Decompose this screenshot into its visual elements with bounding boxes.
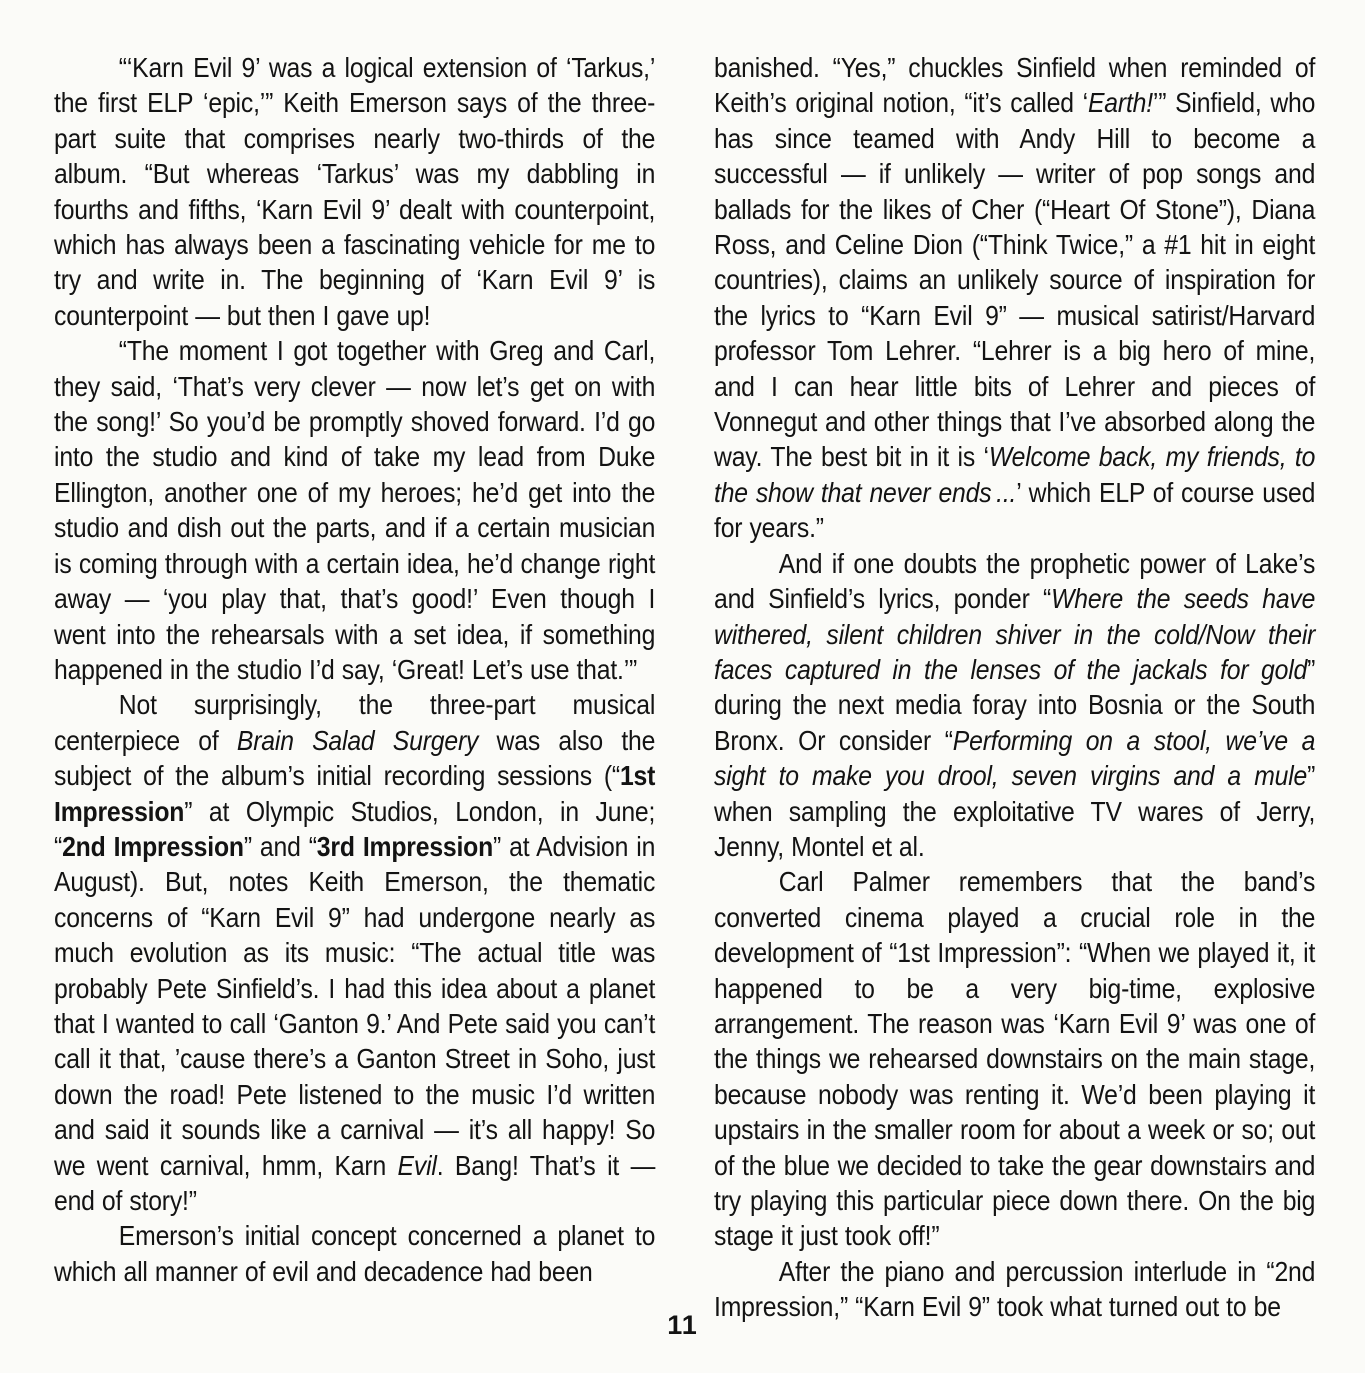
text-run: “‘Karn Evil 9’ was a logical extension of ‘Tarkus,’ the first ELP ‘epic,’” Keith Emerson says of the three-part suite that comprises nearly two-thirds of the album. “But whereas ‘Tarkus’ was my dabbling in fourths and fifths, ‘Karn Evil 9’ dealt with counterpoint, which has always been a fascinating vehicle for me to try and write in. The beginning of ‘Karn Evil 9’ is counterpoint — but then I gave up! [54, 52, 656, 331]
bold-text-run: 2nd Impression [62, 830, 244, 862]
text-run: “The moment I got together with Greg and Carl, they said, ‘That’s very clever — now let’s get on with the song!’ So you’d be promptly shoved forward. I’d go into the studio and kind of take my lead from Duke Ellington, another one of my heroes; he’d get into the studio and dish out the parts, and if a certain musician is coming through with a certain idea, he’d change right away — ‘you play that, that’s good!’ Even though I went into the rehearsals with a set idea, if something happened in the studio I’d say, ‘Great! Let’s use that.’” [54, 335, 656, 685]
italic-text-run: Where the seeds have withered, silent children shiver in the cold/Now their faces captured in the lenses of the jackals for gold [714, 583, 1316, 685]
paragraph [54, 333, 655, 687]
bold-text-run: 3rd Impression [316, 830, 494, 862]
text-run: Carl Palmer remembers that the band’s converted cinema played a crucial role in the development of “1st Impression”: “When we played it, it happened to be a very big-time, explosive arrangement. The reason was ‘Karn Evil 9’ was one of the things we rehearsed downstairs on the main stage, because nobody was renting it. We’d been playing it upstairs in the smaller room for about a week or so; out of the blue we decided to take the gear downstairs and try playing this particular piece down there. On the big stage it just took off!” [714, 866, 1316, 1252]
text-run: was also the subject of the album’s initial recording sessions (“ [54, 724, 656, 792]
text-run: ” at Olympic Studios, London, in June; “ [54, 795, 656, 862]
text-run: ” during the next media foray into Bosnia or the South Bronx. Or consider “ [714, 653, 1316, 756]
text-run: After the piano and percussion interlude in “2nd Impression,” “Karn Evil 9” took what turned out to be [714, 1255, 1316, 1323]
italic-text-run: Earth! [1087, 87, 1153, 119]
italic-text-run: Welcome back, my friends, to the show that never ends ... [714, 441, 1316, 508]
italic-text-run: Performing on a stool, we’ve a sight to make you drool, seven virgins and a mule [714, 724, 1316, 792]
paragraph [54, 50, 655, 333]
text-run: ’ which ELP of course used for years.” [714, 476, 1316, 544]
text-column-right [714, 50, 1315, 1325]
text-run: . Bang! That’s it — end of story!” [54, 1149, 656, 1216]
paragraph [714, 864, 1315, 1253]
text-run: Not surprisingly, the three-part musical centerpiece of [54, 689, 656, 756]
text-column-left [54, 50, 655, 1289]
italic-text-run: Evil [397, 1149, 437, 1181]
text-run: ’” Sinfield, who has since teamed with Andy Hill to become a successful — if unlikely — writer of pop songs and ballads for the likes of Cher (“Heart Of Stone”), Diana Ross, and Celine Dion (“Think Twice,” a #1 hit in eight countries), claims an unlikely source of inspiration for the lyrics to “Karn Evil 9” — musical satirist/Harvard professor Tom Lehrer. “Lehrer is a big hero of mine, and I can hear little bits of Lehrer and pieces of Vonnegut and other things that I’ve absorbed along the way. The best bit in it is ‘ [714, 87, 1316, 473]
paragraph [54, 687, 655, 1218]
page-number: 11 [667, 1310, 698, 1340]
bold-text-run: 1st Impression [54, 760, 656, 827]
text-run: ” when sampling the exploitative TV wares of Jerry, Jenny, Montel et al. [714, 760, 1316, 862]
text-run: Emerson’s initial concept concerned a planet to which all manner of evil and decadence had been [54, 1220, 656, 1287]
text-run: ” at Advision in August). But, notes Keith Emerson, the thematic concerns of “Karn Evil 9” had undergone nearly as much evolution as its music: “The actual title was probably Pete Sinfield’s. I had this idea about a planet that I wanted to call ‘Ganton 9.’ And Pete said you can’t call it that, ’cause there’s a Ganton Street in Soho, just down the road! Pete listened to the music I’d written and said it sounds like a carnival — it’s all happy! So we went carnival, hmm, Karn [54, 830, 656, 1181]
italic-text-run: Brain Salad Surgery [236, 724, 479, 756]
paragraph [714, 546, 1315, 865]
text-run: And if one doubts the prophetic power of Lake’s and Sinfield’s lyrics, ponder “ [714, 547, 1316, 615]
paragraph [714, 50, 1315, 546]
paragraph [54, 1218, 655, 1289]
text-run: ” and “ [243, 830, 317, 862]
text-run: banished. “Yes,” chuckles Sinfield when reminded of Keith’s original notion, “it’s called ‘ [714, 52, 1316, 119]
